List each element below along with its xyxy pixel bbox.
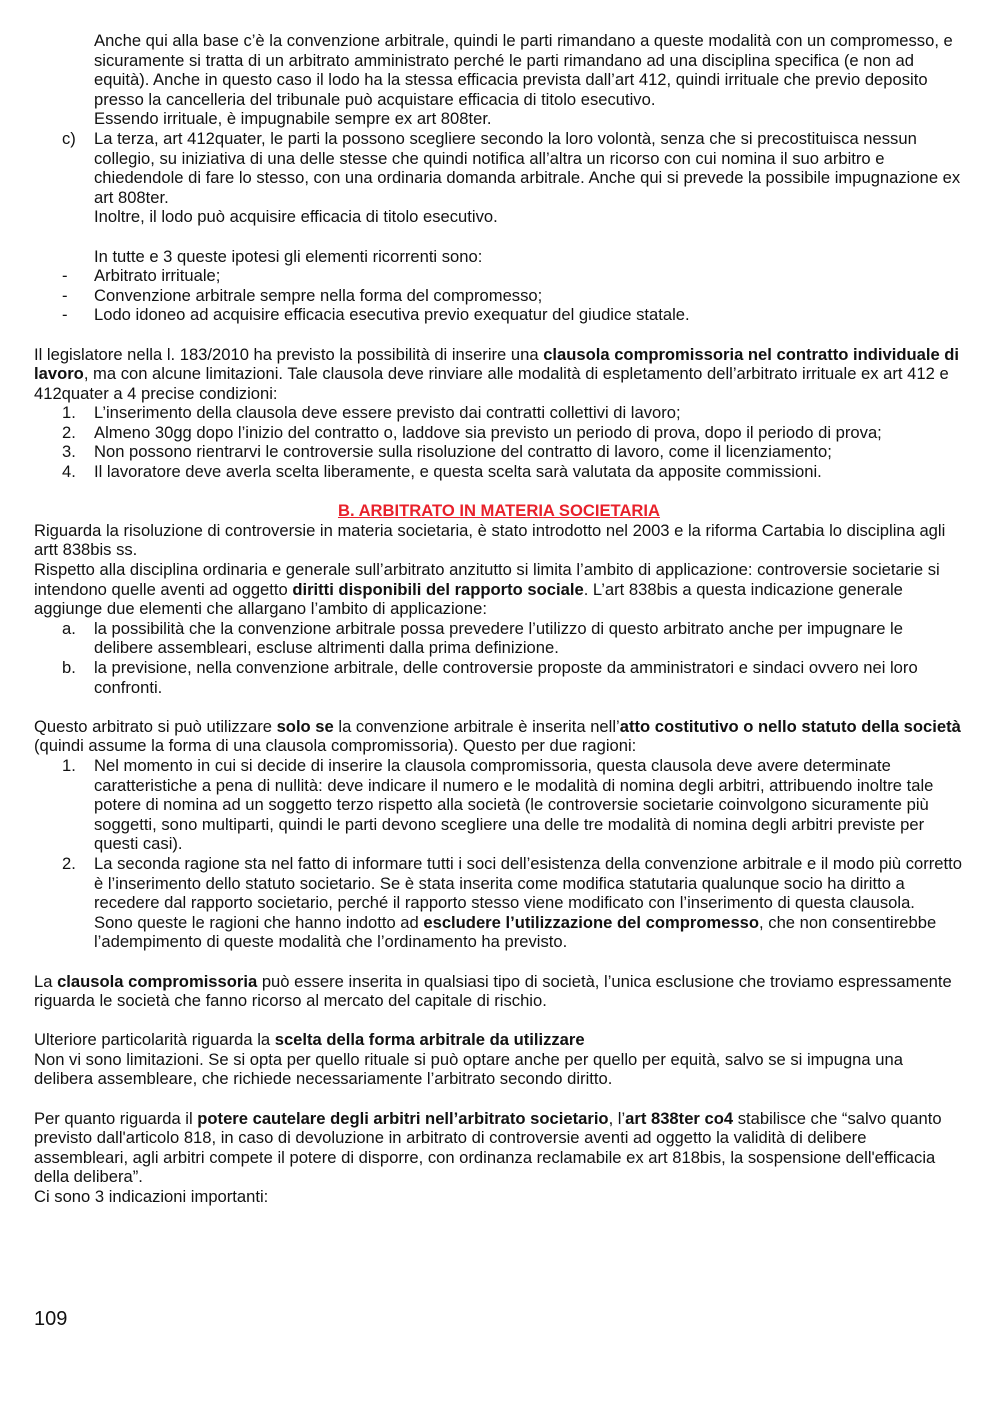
list-item [34,305,964,325]
list-item [34,286,964,306]
list-marker: b. [62,658,76,677]
list-item [34,403,964,423]
paragraph: Rispetto alla disciplina ordinaria e generale sull’arbitrato anzitutto si limita l’ambito di applicazione: controversie societarie si intendono quelle aventi ad oggetto diritti disponibili del rapporto sociale. L’art 838bis a questa indicazione generale aggiunge due elementi che allargano l’ambito di applicazione: [34,560,940,619]
paragraph: Anche qui alla base c’è la convenzione arbitrale, quindi le parti rimandano a queste modalità con un compromesso, e sicuramente si tratta di un arbitrato amministrato perché le parti rimandano ad una disciplina specifica (e non ad equità). Anche in questo caso il lodo ha la stessa efficacia prevista dall’art 412, quindi irrituale che previo deposito presso la cancelleria del tribunale può acquistare efficacia di titolo esecutivo. [94,31,953,109]
paragraph: Per quanto riguarda il potere cautelare degli arbitri nell’arbitrato societario, l’art 838ter co4 stabilisce che “salvo quanto previsto dall'articolo 818, in caso di devoluzione in arbitrato di controversie aventi ad oggetto la validità di delibere assembleari, agli arbitri compete il potere di disporre, con ordinanza reclamabile ex art 818bis, la sospensione dell'efficacia della delibera”. [34,1108,942,1187]
list-marker: 1. [62,755,76,775]
list-item [34,462,964,482]
list-item-text: la possibilità che la convenzione arbitrale possa prevedere l’utilizzo di questo arbitrato anche per impugnare le delibere assembleari, escluse altrimenti dalla prima definizione. [94,618,903,658]
list-item-text: Almeno 30gg dopo l’inizio del contratto o, laddove sia previsto un periodo di prova, dopo il periodo di prova; [94,422,882,442]
list-marker: c) [62,128,76,148]
paragraph: Questo arbitrato si può utilizzare solo se la convenzione arbitrale è inserita nell’atto costitutivo o nello statuto della società (quindi assume la forma di una clausola compromissoria). Questo per due ragioni: [34,716,961,756]
list-item-text: Non possono rientrarvi le controversie sulla risoluzione del contratto di lavoro, come il licenziamento; [94,442,832,462]
list-item-text: Inoltre, il lodo può acquisire efficacia di titolo esecutivo. [94,207,498,227]
list-item-text: L’inserimento della clausola deve essere previsto dai contratti collettivi di lavoro; [94,403,681,423]
list-item [34,423,964,443]
list-item [34,658,964,697]
list-item [34,442,964,462]
list-marker: 2. [62,422,76,442]
paragraph: Ulteriore particolarità riguarda la scelta della forma arbitrale da utilizzare [34,1030,585,1050]
list-item [34,756,964,854]
paragraph: Non vi sono limitazioni. Se si opta per quello rituale si può optare anche per quello per equità, salvo se si impugna una delibera assembleare, che richiede necessariamente l’arbitrato secondo diritto. [34,1049,903,1089]
list-item-text: Lodo idoneo ad acquisire efficacia esecutiva previo exequatur del giudice statale. [94,305,690,325]
list-marker: - [62,266,68,286]
list-item [34,129,964,227]
paragraph: Il legislatore nella l. 183/2010 ha previsto la possibilità di inserire una clausola compromissoria nel contratto individuale di lavoro, ma con alcune limitazioni. Tale clausola deve rinviare alle modalità di espletamento dell’arbitrato irrituale ex art 412 e 412quater a 4 precise condizioni: [34,344,960,403]
paragraph: Essendo irrituale, è impugnabile sempre ex art 808ter. [94,109,492,129]
list-marker: - [62,305,68,325]
section-heading: B. ARBITRATO IN MATERIA SOCIETARIA [337,501,661,521]
list-item-text: Sono queste le ragioni che hanno indotto ad escludere l’utilizzazione del compromesso, che non consentirebbe l’adempimento di queste modalità che l’ordinamento ha previsto. [94,912,937,952]
paragraph: Ci sono 3 indicazioni importanti: [34,1187,269,1207]
list-item-text: Convenzione arbitrale sempre nella forma del compromesso; [94,285,543,305]
list-item-text: Arbitrato irrituale; [94,266,221,286]
paragraph: Riguarda la risoluzione di controversie in materia societaria, è stato introdotto nel 2003 e la riforma Cartabia lo disciplina agli artt 838bis ss. [34,520,946,560]
document-body [34,31,964,1207]
list-marker: a. [62,618,76,638]
list-item [34,619,964,658]
list-marker: 3. [62,442,76,462]
list-item-text: Nel momento in cui si decide di inserire la clausola compromissoria, questa clausola deve avere determinate caratteristiche a pena di nullità: deve indicare il numero e le modalità di nomina degli arbitri, attribuendo inoltre tale potere di nomina ad un soggetto terzo rispetto alla società (le controversie societarie coinvolgono sicuramente più soggetti, sono multiparti, quindi le parti devono scegliere una delle tre modalità di nomina degli arbitri previste per questi casi). [94,755,934,854]
list-marker: 4. [62,462,76,482]
list-item-text: la previsione, nella convenzione arbitrale, delle controversie proposte da amministratori e sindaci ovvero nei loro confronti. [94,658,918,697]
paragraph: In tutte e 3 queste ipotesi gli elementi ricorrenti sono: [94,246,483,266]
page-number: 109 [34,1308,68,1330]
list-marker: - [62,285,68,305]
paragraph: La clausola compromissoria può essere inserita in qualsiasi tipo di società, l’unica esclusione che troviamo espressamente riguarda le società che fanno ricorso al mercato del capitale di rischio. [34,971,952,1011]
list-item [34,266,964,286]
list-item-text: La seconda ragione sta nel fatto di informare tutti i soci dell’esistenza della convenzione arbitrale e il modo più corretto è l’inserimento dello statuto societario. Se è stata inserita come modifica statutaria qualunque socio ha diritto a recedere dal rapporto societario, perché il rapporto stesso viene modificato con l’inserimento di questa clausola. [94,853,962,913]
list-marker: 2. [62,853,76,873]
list-item [34,854,964,952]
list-item-text: Il lavoratore deve averla scelta liberamente, e questa scelta sarà valutata da apposite commissioni. [94,462,822,482]
list-item-text: La terza, art 412quater, le parti la possono scegliere secondo la loro volontà, senza che si precostituisca nessun collegio, su iniziativa di una delle stesse che quindi notifica all’altra un ricorso con cui nomina il suo arbitro e chiedendole di fare lo stesso, con una ordinaria domanda arbitrale. Anche qui si prevede la possibile impugnazione ex art 808ter. [94,128,961,207]
list-marker: 1. [62,403,76,423]
